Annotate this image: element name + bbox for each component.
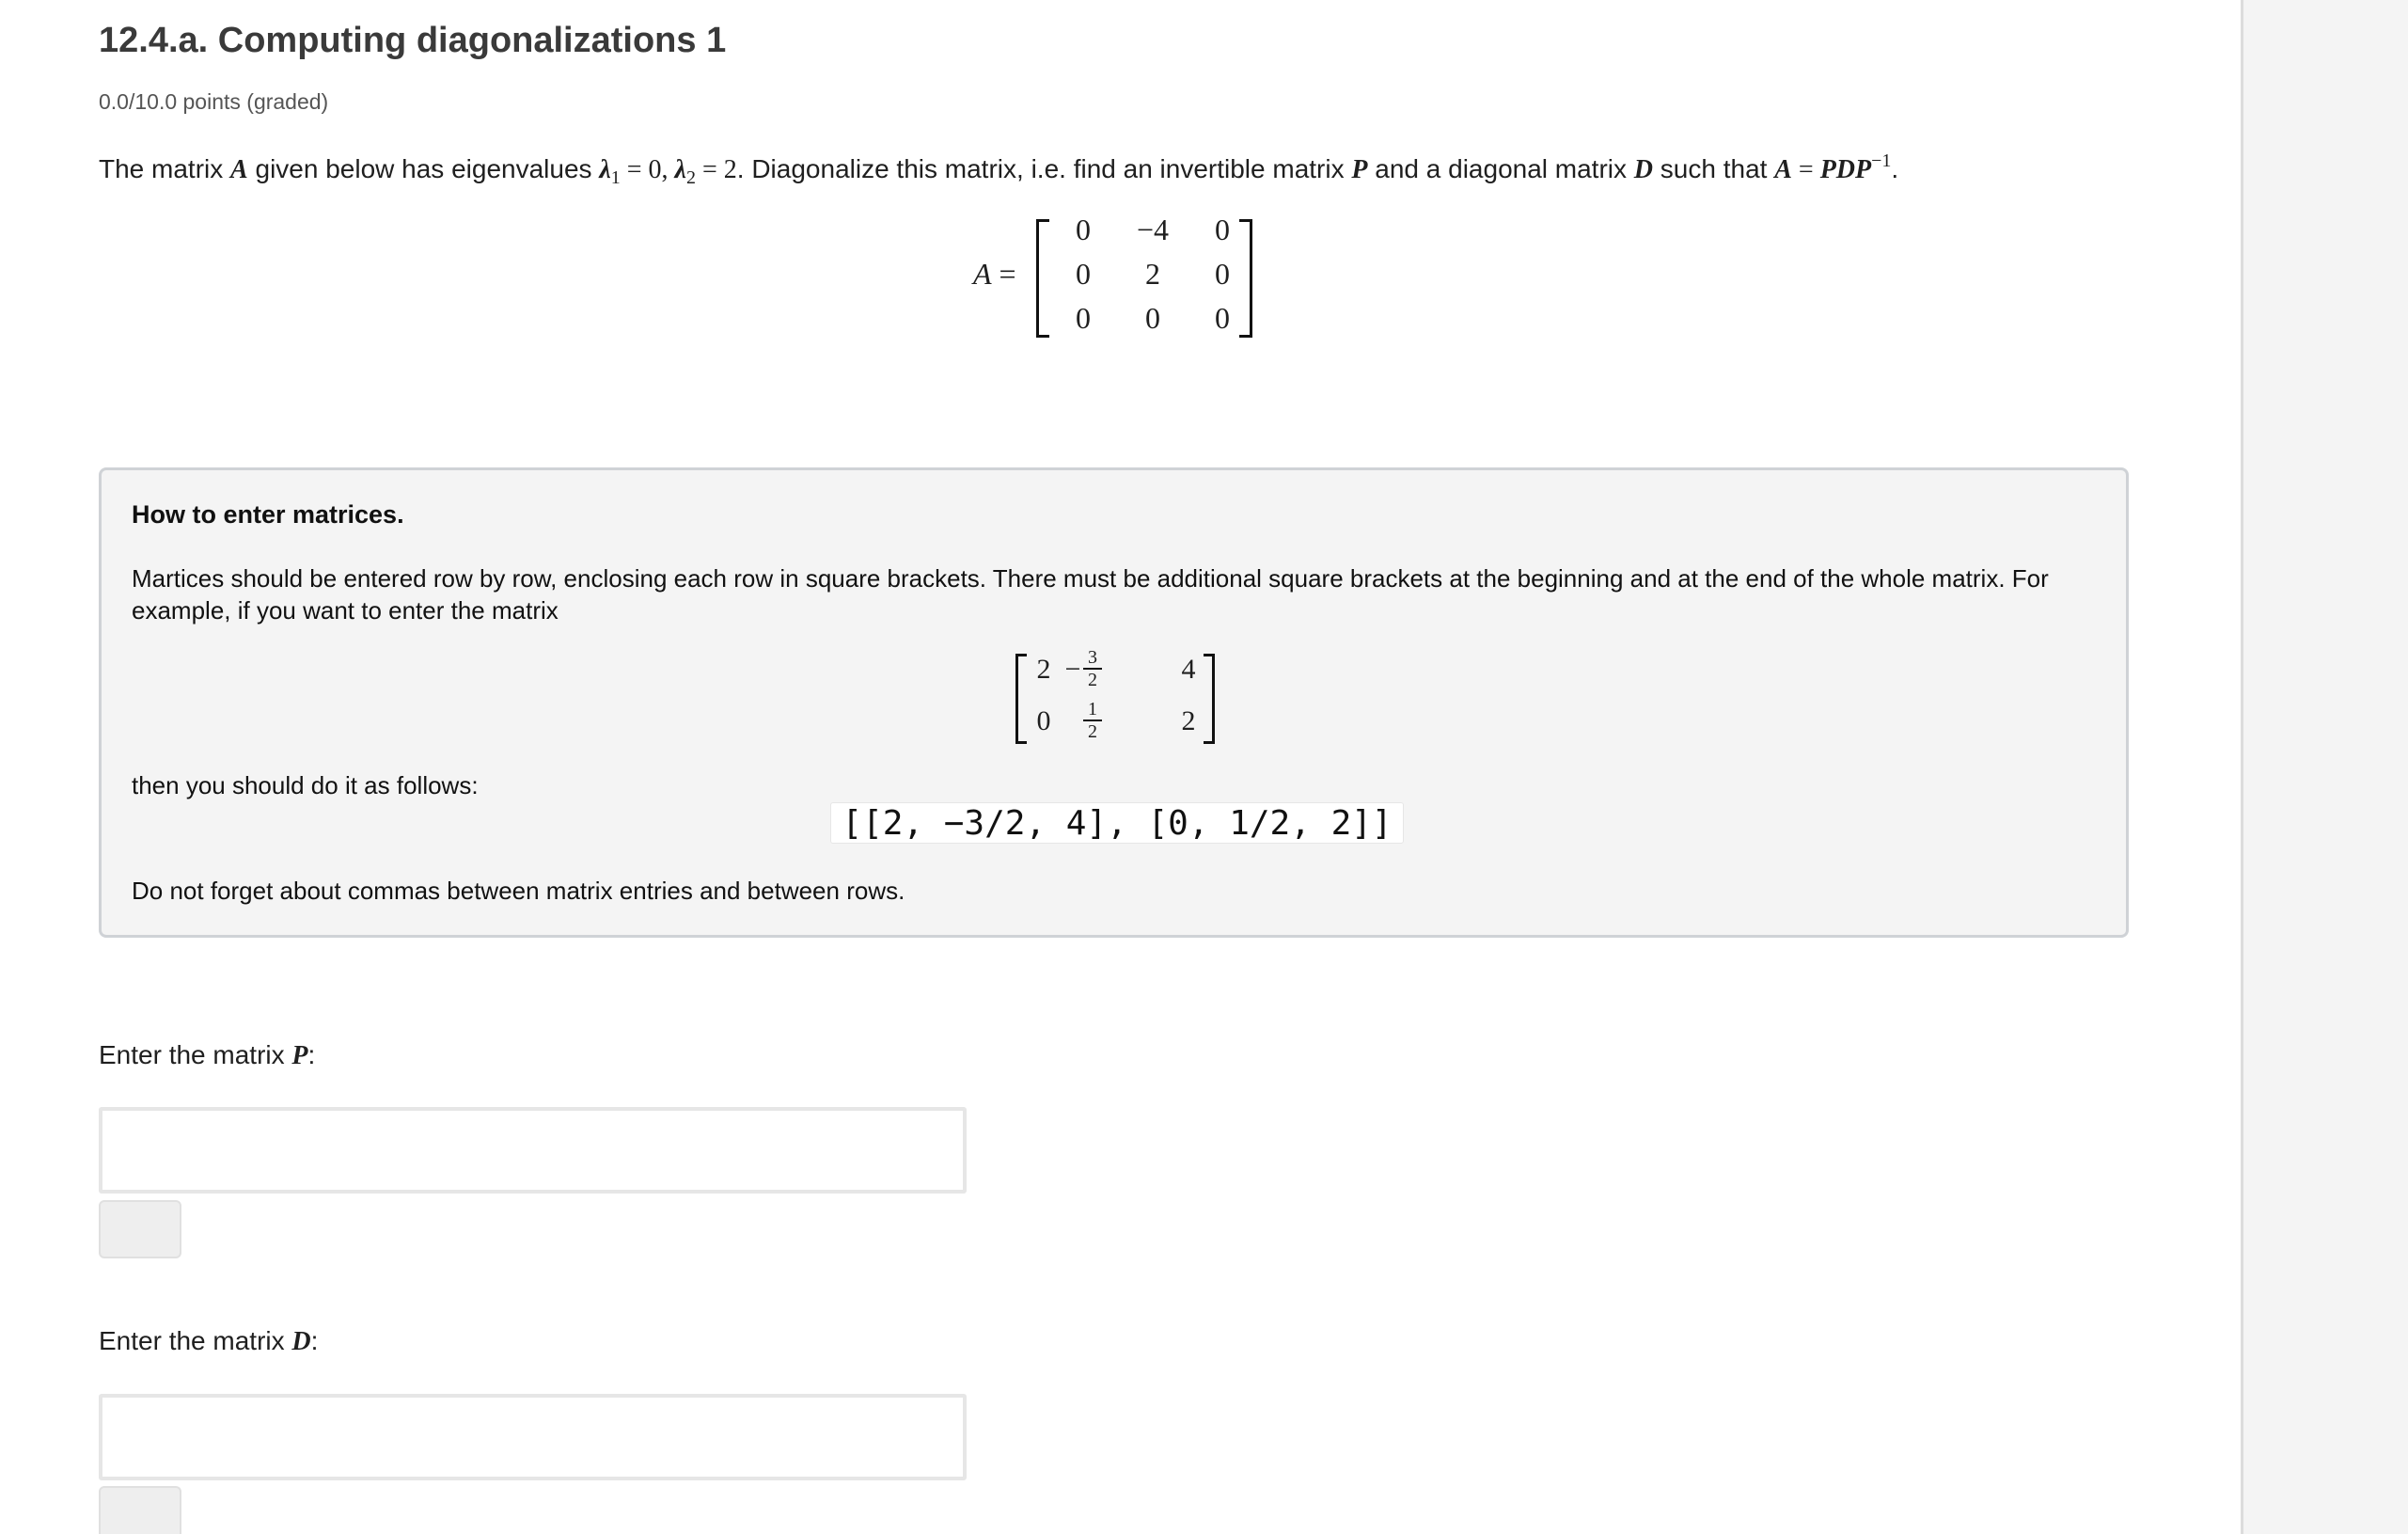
points-status: 0.0/10.0 points (graded) bbox=[99, 89, 329, 114]
matrix-a-cell: −4 bbox=[1136, 213, 1170, 246]
example-cell: 0 bbox=[1036, 705, 1051, 736]
example-code: [[2, −3/2, 4], [0, 1/2, 2]] bbox=[830, 802, 1404, 844]
problem-title: 12.4.a. Computing diagonalizations 1 bbox=[99, 21, 727, 60]
var-a: A bbox=[230, 155, 248, 184]
eigenvalue-1: $\lambda_1 = 0$, $\lambda_2 = 2$ bbox=[599, 155, 737, 188]
matrix-a-cell: 0 bbox=[1076, 301, 1091, 335]
matrix-p-input[interactable] bbox=[99, 1107, 967, 1194]
example-cell: 4 bbox=[1181, 654, 1196, 685]
help-title: How to enter matrices. bbox=[132, 500, 404, 529]
example-fraction: 3 2 bbox=[1081, 648, 1104, 689]
matrix-d-preview-button[interactable] bbox=[99, 1486, 181, 1534]
var-p: P bbox=[1351, 155, 1368, 184]
help-commas-note: Do not forget about commas between matrix entries and between rows. bbox=[132, 877, 905, 905]
matrix-a-cell: 0 bbox=[1215, 301, 1230, 335]
help-paragraph: Martices should be entered row by row, enclosing each row in square brackets. There must be additional square brackets at the beginning and at the end of the whole matrix. For example, if you want to enter the matrix bbox=[132, 564, 2049, 625]
matrix-a-cell: 0 bbox=[1145, 301, 1160, 335]
example-cell: 2 bbox=[1181, 705, 1196, 736]
help-follow-text: then you should do it as follows: bbox=[132, 771, 479, 799]
matrix-a-cell: 0 bbox=[1076, 213, 1091, 246]
matrix-p-preview-button[interactable] bbox=[99, 1200, 181, 1258]
matrix-a-cell: 0 bbox=[1215, 257, 1230, 291]
diagonalization-formula: $A = PDP^{-1}$ bbox=[1774, 150, 1892, 184]
matrix-a-cell: 0 bbox=[1076, 257, 1091, 291]
matrix-d-prompt: Enter the matrix D: bbox=[99, 1326, 319, 1356]
matrix-a-cell: 2 bbox=[1145, 257, 1160, 291]
problem-statement: The matrix A given below has eigenvalues $\lambda_1 = 0$, $\lambda_2 = 2$. Diagonalize this matrix, i.e. find an invertible matrix P and a diagonal matrix D such that $A = PDP^{-1}$. bbox=[99, 150, 1899, 188]
example-cell: 2 bbox=[1036, 654, 1051, 685]
matrix-entry-help-box bbox=[99, 467, 2129, 938]
matrix-a-variable: A bbox=[973, 257, 992, 291]
matrix-d-input[interactable] bbox=[99, 1394, 967, 1480]
matrix-p-prompt: Enter the matrix P: bbox=[99, 1040, 316, 1070]
example-fraction: 1 2 bbox=[1081, 700, 1104, 741]
var-d: D bbox=[1633, 155, 1654, 184]
example-cell: − bbox=[1064, 654, 1081, 685]
right-sidebar-panel bbox=[2241, 0, 2408, 1534]
matrix-a-cell: 0 bbox=[1215, 213, 1230, 246]
